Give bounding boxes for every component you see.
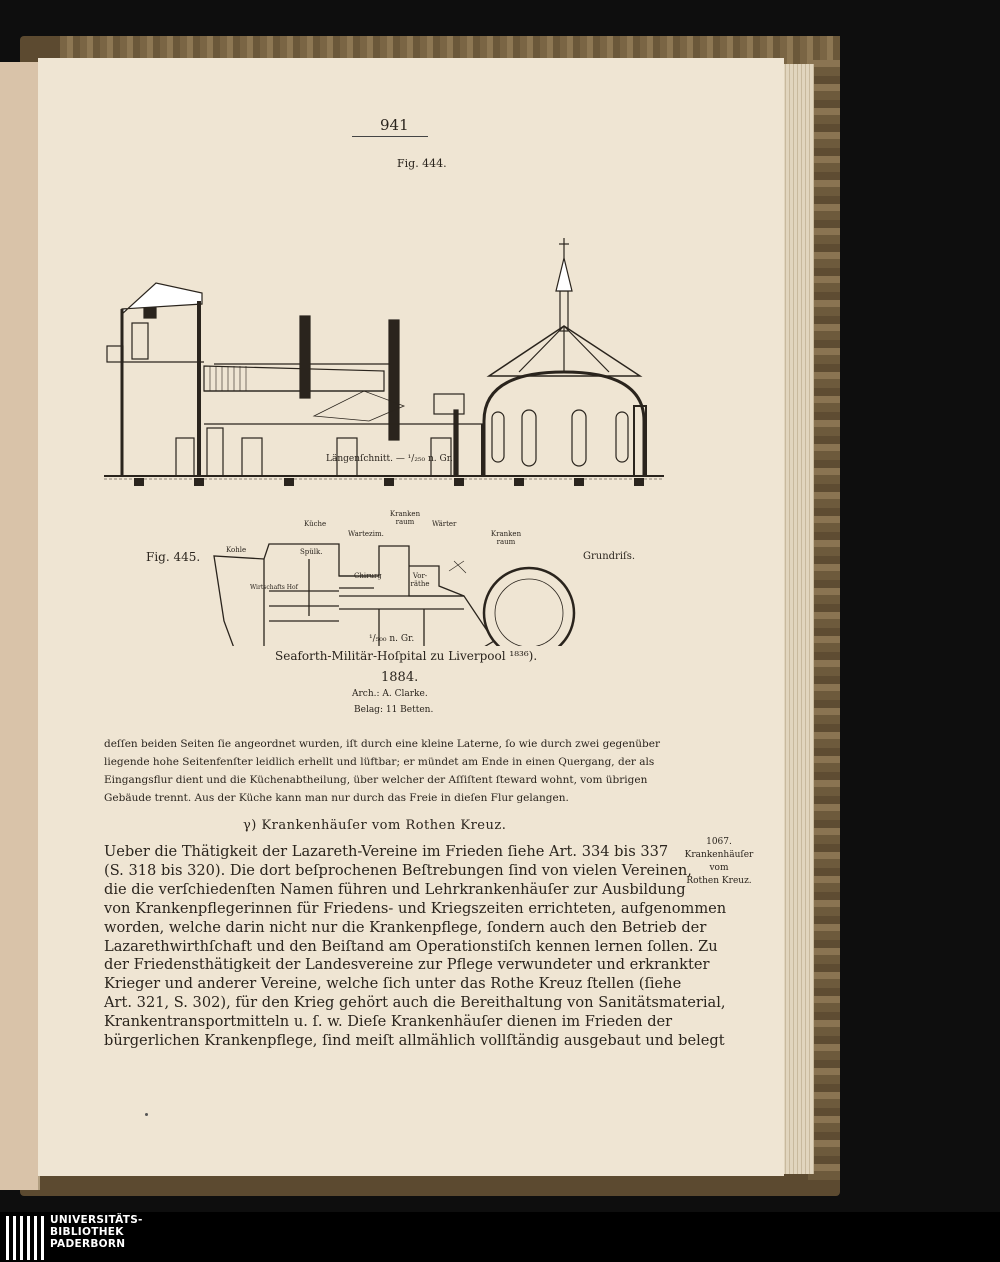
text-line: Krankentransportmitteln u. ſ. w. Dieſe Krankenhäuſer dienen im Frieden der <box>104 1013 673 1031</box>
library-logo-text <box>50 1214 143 1250</box>
left-page-edge <box>0 62 40 1190</box>
longitudinal-section-drawing <box>104 238 664 486</box>
text-line: Krieger und anderer Vereine, welche ſich unter das Rothe Kreuz ſtellen (ſiehe <box>104 975 682 993</box>
footer-bar <box>0 1212 1000 1262</box>
figure-caption: Seaforth-Militär-Hoſpital zu Liverpool ¹⁸³⁶). <box>275 649 538 663</box>
text-line: worden, welche darin nicht nur die Krankenpflege, ſondern auch den Betrieb der <box>104 918 707 936</box>
architect-credit: Arch.: A. Clarke. <box>352 689 428 699</box>
plan-label-vorrathe: Vor- räthe <box>410 572 430 588</box>
margin-number: 1067. <box>706 837 732 847</box>
library-logo-icon <box>6 1216 46 1260</box>
plan-label-krankenraum-1: Kranken raum <box>389 510 421 526</box>
text-line: der Friedensthätigkeit der Landesvereine zur Pflege verwundeter und erkrankter <box>104 956 710 974</box>
text-line: die die verſchiedenſten Namen führen und Lehrkrankenhäuſer zur Ausbildung <box>104 880 686 898</box>
paper-speck <box>145 1113 148 1116</box>
text-line: Gebäude trennt. Aus der Küche kann man nur durch das Freie in dieſen Flur gelangen. <box>104 792 569 804</box>
fig-444-label: Fig. 444. <box>397 157 447 170</box>
margin-note <box>674 836 764 888</box>
text-line: liegende hohe Seitenfenſter leidlich erhellt und lüftbar; er mündet am Ende in einen Quergang, der als <box>104 756 655 768</box>
plan-label-krankenraum-2: Kranken raum <box>490 530 522 546</box>
text-line: deſſen beiden Seiten ſie angeordnet wurden, iſt durch eine kleine Laterne, ſo wie durch zwei gegenüber <box>104 738 660 750</box>
plan-label-kuche: Küche <box>304 520 327 528</box>
margin-line: vom <box>709 863 729 873</box>
plan-label-chirurg: Chirurg <box>354 572 382 580</box>
plan-scale: ¹/₅₀₀ n. Gr. <box>369 634 415 644</box>
plan-label-wartezim: Wartezim. <box>348 530 384 538</box>
logo-line: UNIVERSITÄTS- <box>50 1214 143 1226</box>
plan-label-hof: Wirtschafts Hof <box>250 584 298 591</box>
plan-label-warter: Wärter <box>432 520 457 528</box>
text-line: (S. 318 bis 320). Die dort beſprochenen Beſtrebungen ſind von vielen Vereinen, <box>104 861 692 879</box>
margin-line: Rothen Kreuz. <box>686 876 752 886</box>
grundriss-label: Grundriſs. <box>583 551 636 562</box>
text-line: Lazarethwirthſchaft und den Beiſtand am Operationstiſch kennen lernen ſollen. Zu <box>104 937 718 955</box>
logo-line: PADERBORN <box>50 1238 126 1250</box>
text-line: von Krankenpflegerinnen für Friedens- und Kriegszeiten errichteten, aufgenommen <box>104 899 727 917</box>
architectural-drawings <box>104 176 664 646</box>
text-line: bürgerlichen Krankenpflege, ſind meiſt allmählich vollſtändig ausgebaut und belegt <box>104 1032 725 1050</box>
plan-label-kohle: Kohle <box>226 546 247 554</box>
text-line: Eingangsflur dient und die Küchenabtheilung, über welcher der Aſſiſtent ſteward wohnt, vom übrigen <box>104 774 648 786</box>
book-page <box>38 58 784 1176</box>
fig-445-label: Fig. 445. <box>146 550 201 564</box>
intro-paragraph <box>104 735 676 807</box>
section-caption: Längenſchnitt. — ¹/₂₅₀ n. Gr. <box>326 454 453 464</box>
logo-line: BIBLIOTHEK <box>50 1226 124 1238</box>
floor-plan-drawing <box>214 544 574 646</box>
margin-line: Krankenhäuſer <box>684 850 754 860</box>
bed-count: Belag: 11 Betten. <box>354 705 434 715</box>
text-line: Ueber die Thätigkeit der Lazareth-Vereine im Frieden ſiehe Art. 334 bis 337 <box>104 843 669 860</box>
page-number-rule <box>352 136 428 137</box>
section-heading: γ) Krankenhäuſer vom Rothen Kreuz. <box>243 818 507 833</box>
figure-year: 1884. <box>381 670 419 685</box>
plan-label-spulk: Spülk. <box>300 548 323 556</box>
text-line: Art. 321, S. 302), für den Krieg gehört auch die Bereithaltung von Sanitätsmaterial, <box>104 994 726 1012</box>
page-number: 941 <box>380 116 409 134</box>
